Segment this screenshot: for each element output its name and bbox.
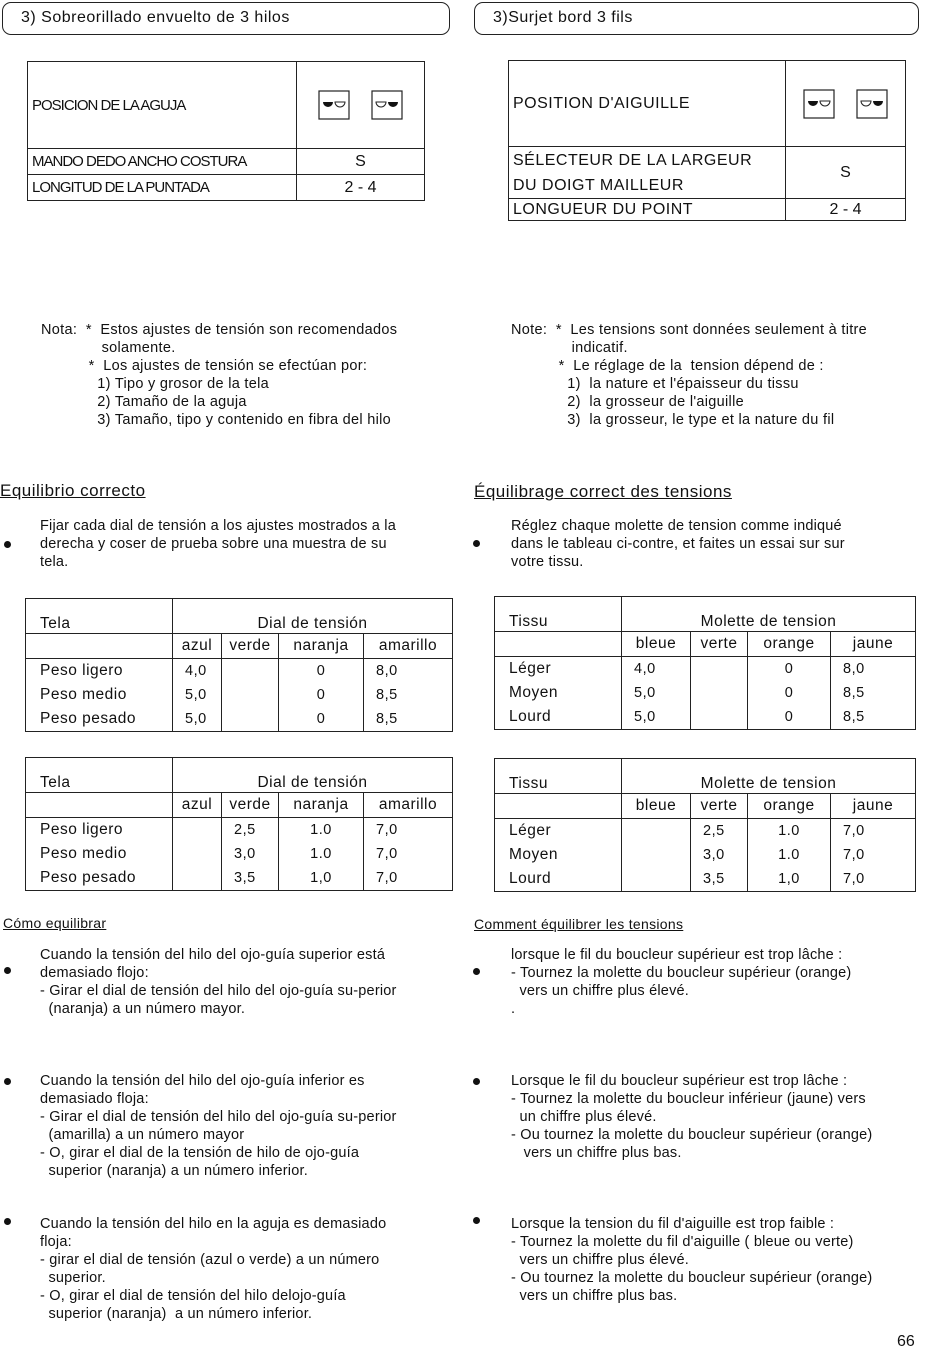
table-header-row — [495, 597, 916, 632]
table-color-row — [495, 794, 916, 819]
dial-header: Dial de tensión — [173, 758, 453, 793]
right-how-2: Lorsque le fil du boucleur supérieur est trop lâche : - Tournez la molette du boucleur inférieur (jaune) vers un chiffre plus élevé. - Ou tournez la molette du boucleur supérieur (orange) vers un chiffre plus bas. — [511, 1073, 873, 1161]
tension-value: 1.0 — [279, 818, 364, 843]
tension-value: 2,5 — [222, 818, 279, 843]
stitch-width-label: MANDO DEDO ANCHO COSTURA — [28, 149, 297, 175]
stitch-length-value: 2 - 4 — [786, 199, 906, 221]
tension-value: 1,0 — [279, 866, 364, 891]
fabric-weight-label: Léger — [495, 657, 622, 682]
stitch-width-label-line-2: DU DOIGT MAILLEUR — [513, 176, 684, 194]
fabric-header: Tela — [26, 758, 173, 793]
dial-color-header: azul — [173, 634, 222, 659]
right-balance-text: Réglez chaque molette de tension comme indiqué dans le tableau ci-contre, et faites un essai sur sur votre tissu. — [511, 518, 845, 570]
tension-value: 8,0 — [364, 659, 453, 684]
tension-value — [173, 842, 222, 866]
table-header-row — [26, 758, 453, 793]
fabric-weight-label: Peso pesado — [26, 707, 173, 732]
page-number: 66 — [897, 1333, 915, 1350]
bullet-icon — [4, 1218, 11, 1225]
empty-cell — [26, 634, 173, 659]
left-tension-table-1 — [25, 598, 453, 732]
tension-value: 0 — [748, 657, 831, 682]
left-how-title: Cómo equilibrar — [3, 915, 107, 931]
fabric-weight-label: Lourd — [495, 705, 622, 730]
empty-cell — [26, 793, 173, 818]
needle-position-icons — [297, 62, 425, 149]
empty-cell — [495, 794, 622, 819]
table-row — [26, 866, 453, 891]
needle-left-icon — [318, 90, 350, 120]
fabric-header: Tissu — [495, 597, 622, 632]
tension-value: 1.0 — [748, 843, 831, 867]
tension-value — [622, 819, 691, 844]
tension-value — [622, 843, 691, 867]
tension-value: 4,0 — [622, 657, 691, 682]
left-section-header: 3) Sobreorillado envuelto de 3 hilos — [2, 2, 450, 35]
right-tension-table-1 — [494, 596, 916, 730]
table-row — [495, 867, 916, 892]
right-balance-title: Équilibrage correct des tensions — [474, 482, 732, 501]
right-how-3: Lorsque la tension du fil d'aiguille est trop faible : - Tournez la molette du fil d'aiguille ( bleue ou verte) vers un chiffre plus élevé. - Ou tournez la molette du boucleur supérieur (orange) vers un chiffre plus bas. — [511, 1216, 873, 1304]
right-how-title: Comment équilibrer les tensions — [474, 916, 684, 932]
bullet-icon — [473, 540, 480, 547]
table-header-row — [26, 599, 453, 634]
dial-header: Dial de tensión — [173, 599, 453, 634]
needle-right-icon — [856, 89, 888, 119]
needle-right-icon — [371, 90, 403, 120]
tension-value: 3,5 — [222, 866, 279, 891]
table-row — [26, 659, 453, 684]
tension-value — [691, 681, 748, 705]
stitch-width-label — [509, 147, 786, 199]
empty-cell — [495, 632, 622, 657]
dial-color-header: verde — [222, 634, 279, 659]
dial-color-header: orange — [748, 632, 831, 657]
fabric-weight-label: Moyen — [495, 681, 622, 705]
dial-color-header: verte — [691, 632, 748, 657]
dial-color-header: azul — [173, 793, 222, 818]
stitch-width-value: S — [297, 149, 425, 175]
tension-value: 7,0 — [364, 818, 453, 843]
bullet-icon — [473, 1217, 480, 1224]
stitch-length-label: LONGUEUR DU POINT — [509, 199, 786, 221]
dial-color-header: orange — [748, 794, 831, 819]
bullet-icon — [4, 1078, 11, 1085]
tension-value: 7,0 — [364, 842, 453, 866]
needle-position-icons — [786, 61, 906, 147]
table-row — [26, 842, 453, 866]
left-how-3: Cuando la tensión del hilo en la aguja es demasiado floja: - girar el dial de tensión (azul o verde) a un número superior. - O, girar el dial de tensión del hilo delojo-guía superior (naranja) a un número inferior. — [40, 1216, 387, 1322]
tension-value: 0 — [279, 659, 364, 684]
fabric-weight-label: Moyen — [495, 843, 622, 867]
tension-value — [173, 866, 222, 891]
tension-value — [691, 657, 748, 682]
table-color-row — [26, 793, 453, 818]
fabric-weight-label: Peso ligero — [26, 659, 173, 684]
fabric-weight-label: Lourd — [495, 867, 622, 892]
table-row — [26, 683, 453, 707]
tension-value — [222, 659, 279, 684]
tension-value: 5,0 — [173, 683, 222, 707]
bullet-icon — [473, 1078, 480, 1085]
tension-value: 7,0 — [831, 843, 916, 867]
tension-value — [222, 707, 279, 732]
tension-value: 4,0 — [173, 659, 222, 684]
dial-color-header: bleue — [622, 794, 691, 819]
tension-value: 0 — [748, 705, 831, 730]
table-row — [495, 681, 916, 705]
bullet-icon — [4, 967, 11, 974]
left-settings-table — [27, 61, 425, 201]
right-notes: Note: * Les tensions sont données seulement à titre indicatif. * Le réglage de la tension dépend de : 1) la nature et l'épaisseur du tissu 2) la grosseur de l'aiguille 3) la grosseur, le type et la nature du fil — [511, 322, 868, 428]
tension-value: 0 — [279, 707, 364, 732]
table-row — [495, 657, 916, 682]
tension-value — [173, 818, 222, 843]
tension-value: 5,0 — [622, 705, 691, 730]
tension-value: 0 — [279, 683, 364, 707]
fabric-weight-label: Peso medio — [26, 842, 173, 866]
dial-header: Molette de tension — [622, 759, 916, 794]
fabric-weight-label: Peso medio — [26, 683, 173, 707]
stitch-length-label: LONGITUD DE LA PUNTADA — [28, 175, 297, 201]
tension-value: 5,0 — [622, 681, 691, 705]
tension-value: 8,0 — [831, 657, 916, 682]
bullet-icon — [473, 968, 480, 975]
tension-value: 1.0 — [748, 819, 831, 844]
dial-header: Molette de tension — [622, 597, 916, 632]
needle-position-label: POSITION D'AIGUILLE — [509, 61, 786, 147]
table-color-row — [26, 634, 453, 659]
tension-value: 7,0 — [831, 819, 916, 844]
fabric-weight-label: Peso pesado — [26, 866, 173, 891]
tension-value: 8,5 — [831, 705, 916, 730]
needle-position-label: POSICION DE LA AGUJA — [28, 62, 297, 149]
tension-value — [691, 705, 748, 730]
table-row — [495, 819, 916, 844]
table-row — [495, 843, 916, 867]
tension-value: 8,5 — [831, 681, 916, 705]
dial-color-header: bleue — [622, 632, 691, 657]
stitch-length-value: 2 - 4 — [297, 175, 425, 201]
fabric-weight-label: Léger — [495, 819, 622, 844]
table-row — [26, 818, 453, 843]
tension-value: 3,0 — [691, 843, 748, 867]
stitch-width-label-line-1: SÉLECTEUR DE LA LARGEUR — [513, 151, 753, 169]
dial-color-header: verde — [222, 793, 279, 818]
dial-color-header: amarillo — [364, 634, 453, 659]
right-settings-table — [508, 60, 906, 221]
left-balance-title: Equilibrio correcto — [0, 481, 146, 500]
right-how-1: lorsque le fil du boucleur supérieur est trop lâche : - Tournez la molette du boucleur supérieur (orange) vers un chiffre plus élevé. . — [511, 947, 852, 1017]
tension-value: 1.0 — [279, 842, 364, 866]
right-tension-table-2 — [494, 758, 916, 892]
fabric-weight-label: Peso ligero — [26, 818, 173, 843]
left-how-2: Cuando la tensión del hilo del ojo-guía inferior es demasiado floja: - Girar el dial de tensión del hilo del ojo-guía su-perior (amarilla) a un número mayor - O, girar el dial de la tensión de hilo de ojo-guía superior (naranja) a un número inferior. — [40, 1073, 397, 1179]
dial-color-header: naranja — [279, 793, 364, 818]
dial-color-header: naranja — [279, 634, 364, 659]
left-notes: Nota: * Estos ajustes de tensión son recomendados solamente. * Los ajustes de tensión se efectúan por: 1) Tipo y grosor de la tela 2) Tamaño de la aguja 3) Tamaño, tipo y contenido en fibra del hilo — [41, 322, 398, 428]
tension-value: 5,0 — [173, 707, 222, 732]
right-section-header: 3)Surjet bord 3 fils — [474, 2, 919, 35]
fabric-header: Tissu — [495, 759, 622, 794]
left-how-1: Cuando la tensión del hilo del ojo-guía superior está demasiado flojo: - Girar el dial de tensión del hilo del ojo-guía su-perior (naranja) a un número mayor. — [40, 947, 397, 1017]
tension-value: 8,5 — [364, 707, 453, 732]
dial-color-header: amarillo — [364, 793, 453, 818]
tension-value: 8,5 — [364, 683, 453, 707]
bullet-icon — [4, 541, 11, 548]
fabric-header: Tela — [26, 599, 173, 634]
tension-value: 3,5 — [691, 867, 748, 892]
dial-color-header: jaune — [831, 794, 916, 819]
tension-value: 1,0 — [748, 867, 831, 892]
needle-left-icon — [803, 89, 835, 119]
tension-value: 0 — [748, 681, 831, 705]
tension-value: 2,5 — [691, 819, 748, 844]
table-row — [495, 705, 916, 730]
tension-value: 7,0 — [364, 866, 453, 891]
left-tension-table-2 — [25, 757, 453, 891]
table-header-row — [495, 759, 916, 794]
table-color-row — [495, 632, 916, 657]
left-balance-text: Fijar cada dial de tensión a los ajustes mostrados a la derecha y coser de prueba sobre una muestra de su tela. — [40, 518, 396, 570]
tension-value — [222, 683, 279, 707]
dial-color-header: verte — [691, 794, 748, 819]
stitch-width-value: S — [786, 147, 906, 199]
tension-value — [622, 867, 691, 892]
tension-value: 7,0 — [831, 867, 916, 892]
tension-value: 3,0 — [222, 842, 279, 866]
table-row — [26, 707, 453, 732]
dial-color-header: jaune — [831, 632, 916, 657]
